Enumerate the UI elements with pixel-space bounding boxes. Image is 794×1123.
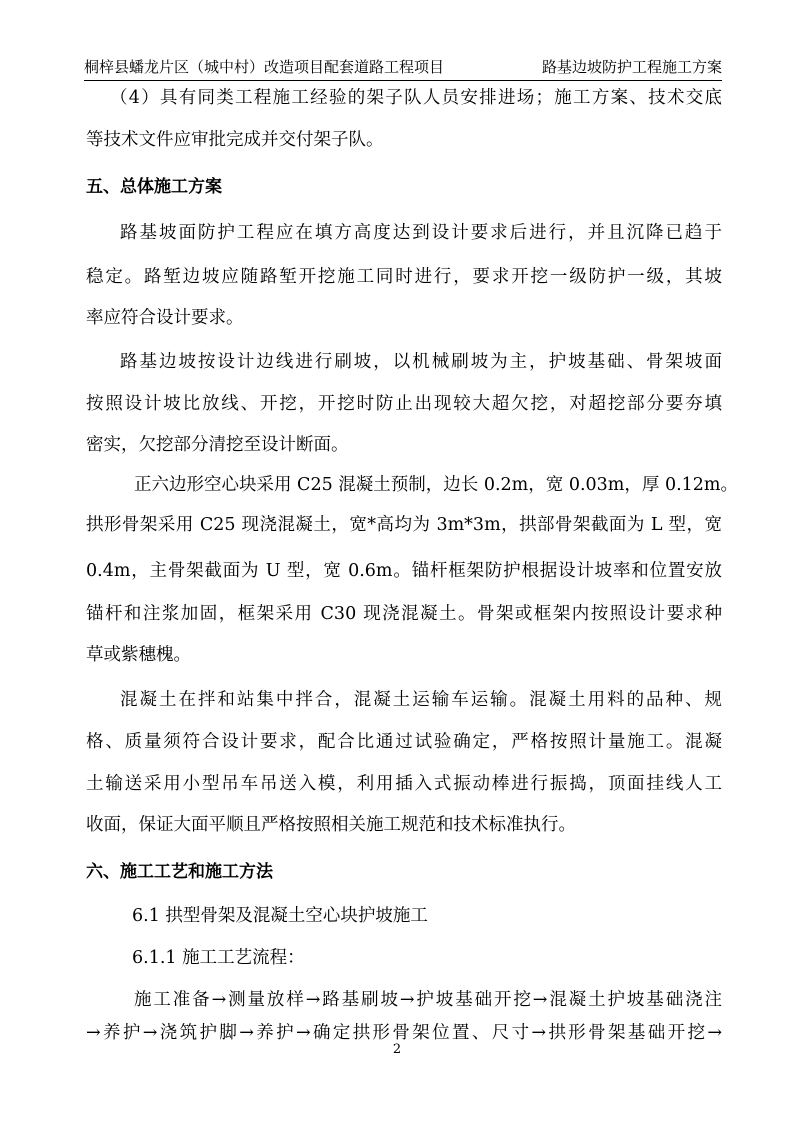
subsection-heading: 6.1.1 施工工艺流程： [132, 948, 305, 968]
paragraph-line: 施工准备→测量放样→路基刷坡→护坡基础开挖→混凝土护坡基础浇注 [134, 990, 722, 1010]
paragraph-line: 等技术文件应审批完成并交付架子队。 [86, 130, 384, 150]
header-project-title: 桐梓县蟠龙片区（城中村）改造项目配套道路工程项目 [84, 58, 445, 76]
paragraph-line: 0.4m，主骨架截面为 U 型，宽 0.6m。锚杆框架防护根据设计坡率和位置安放 [86, 561, 722, 581]
paragraph-line: 收面，保证大面平顺且严格按照相关施工规范和技术标准执行。 [86, 815, 576, 835]
paragraph-line: →养护→浇筑护脚→养护→确定拱形骨架位置、尺寸→拱形骨架基础开挖→ [86, 1023, 722, 1043]
page-number: 2 [392, 1042, 402, 1057]
paragraph-line: 混凝土在拌和站集中拌合，混凝土运输车运输。混凝土用料的品种、规 [120, 690, 722, 710]
paragraph-line: 稳定。路堑边坡应随路堑开挖施工同时进行，要求开挖一级防护一级，其坡 [86, 267, 722, 287]
paragraph-line: 正六边形空心块采用 C25 混凝土预制，边长 0.2m，宽 0.03m，厚 0.12m。 [134, 475, 739, 495]
paragraph-line: 拱形骨架采用 C25 现浇混凝土，宽*高均为 3m*3m，拱部骨架截面为 L 型，宽 [86, 515, 722, 535]
subsection-heading: 6.1 拱型骨架及混凝土空心块护坡施工 [132, 906, 428, 926]
paragraph-line: 路基坡面防护工程应在填方高度达到设计要求后进行，并且沉降已趋于 [120, 223, 722, 243]
paragraph-line: 按照设计坡比放线、开挖，开挖时防止出现较大超欠挖，对超挖部分要夯填 [86, 394, 722, 414]
paragraph-line: 土输送采用小型吊车吊送入模，利用插入式振动棒进行振捣，顶面挂线人工 [86, 774, 722, 794]
paragraph-line: 率应符合设计要求。 [86, 308, 244, 328]
paragraph-line: 锚杆和注浆加固，框架采用 C30 现浇混凝土。骨架或框架内按照设计要求种 [86, 604, 722, 624]
paragraph-line: （4）具有同类工程施工经验的架子队人员安排进场；施工方案、技术交底 [110, 88, 722, 108]
paragraph-line: 路基边坡按设计边线进行刷坡，以机械刷坡为主，护坡基础、骨架坡面 [120, 352, 722, 372]
paragraph-line: 密实，欠挖部分清挖至设计断面。 [86, 435, 349, 455]
header-section-title: 路基边坡防护工程施工方案 [541, 58, 722, 76]
paragraph-line: 格、质量须符合设计要求，配合比通过试验确定，严格按照计量施工。混凝 [86, 732, 722, 752]
section-heading: 五、总体施工方案 [86, 177, 222, 197]
paragraph-line: 草或紫穗槐。 [86, 645, 191, 665]
section-heading: 六、施工工艺和施工方法 [86, 862, 273, 882]
